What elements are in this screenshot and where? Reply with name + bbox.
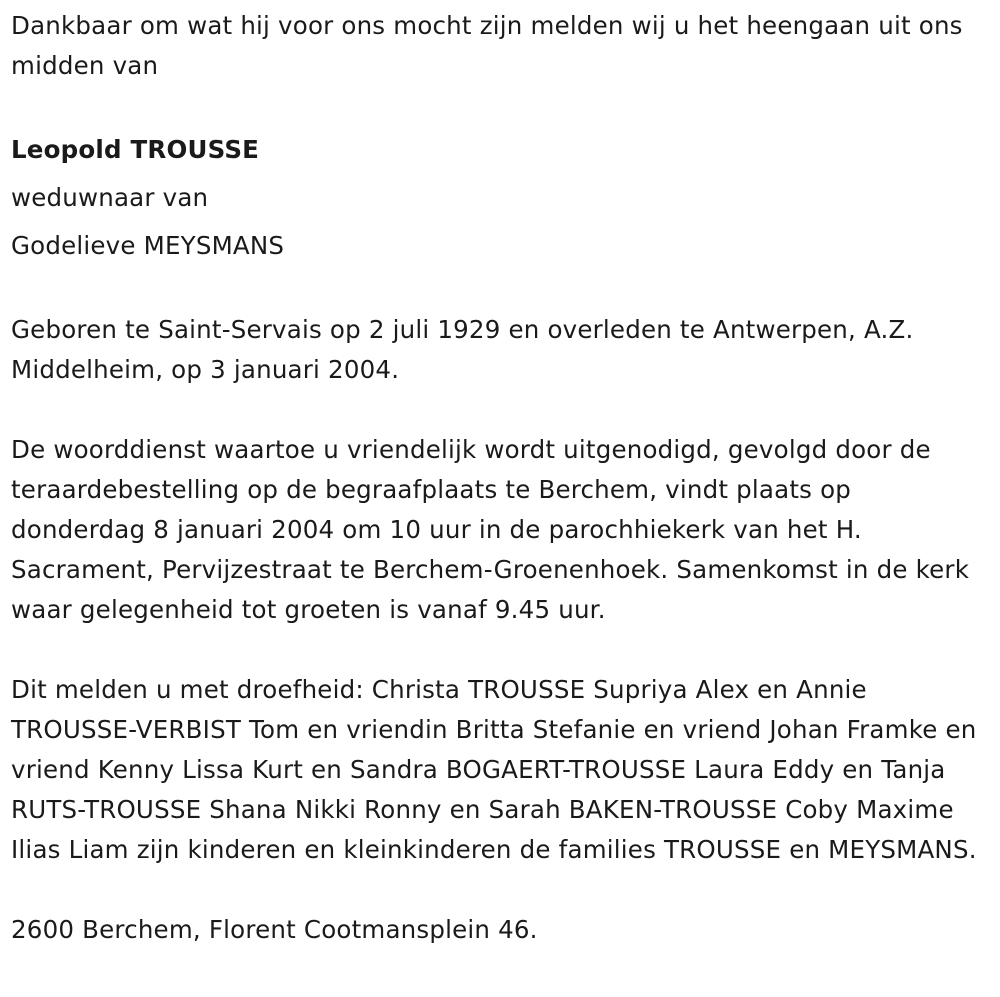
spouse-name: Godelieve MEYSMANS bbox=[11, 231, 285, 260]
intro-text: Dankbaar om wat hij voor ons mocht zijn melden wij u het heengaan uit ons midden van bbox=[11, 11, 963, 80]
spacer bbox=[11, 630, 988, 670]
birth-death-text: Geboren te Saint-Servais op 2 juli 1929 en overleden te Antwerpen, A.Z. Middelheim, op 3 januari 2004. bbox=[11, 315, 914, 384]
relation-text: weduwnaar van bbox=[11, 183, 209, 212]
spacer bbox=[11, 270, 988, 310]
service-text: De woorddienst waartoe u vriendelijk wordt uitgenodigd, gevolgd door de teraardebestelling op de begraafplaats te Berchem, vindt plaats op donderdag 8 januari 2004 om 10 uur in de parochhiekerk van het H. Sacrament, Pervijzestraat te Berchem-Groenenhoek. Samenkomst in de kerk waar gelegenheid tot groeten is vanaf 9.45 uur. bbox=[11, 435, 970, 624]
spacer bbox=[11, 86, 988, 126]
spacer bbox=[11, 390, 988, 430]
address-text: 2600 Berchem, Florent Cootmansplein 46. bbox=[11, 915, 538, 944]
family-text: Dit melden u met droefheid: Christa TROUSSE Supriya Alex en Annie TROUSSE-VERBIST Tom en vriendin Britta Stefanie en vriend Johan Framke en vriend Kenny Lissa Kurt en Sandra BOGAERT-TROUSSE Laura Eddy en Tanja RUTS-TROUSSE Shana Nikki Ronny en Sarah BAKEN-TROUSSE Coby Maxime Ilias Liam zijn kinderen en kleinkinderen de families TROUSSE en MEYSMANS. bbox=[11, 675, 977, 864]
deceased-name: Leopold TROUSSE bbox=[11, 135, 260, 164]
spacer bbox=[11, 870, 988, 910]
